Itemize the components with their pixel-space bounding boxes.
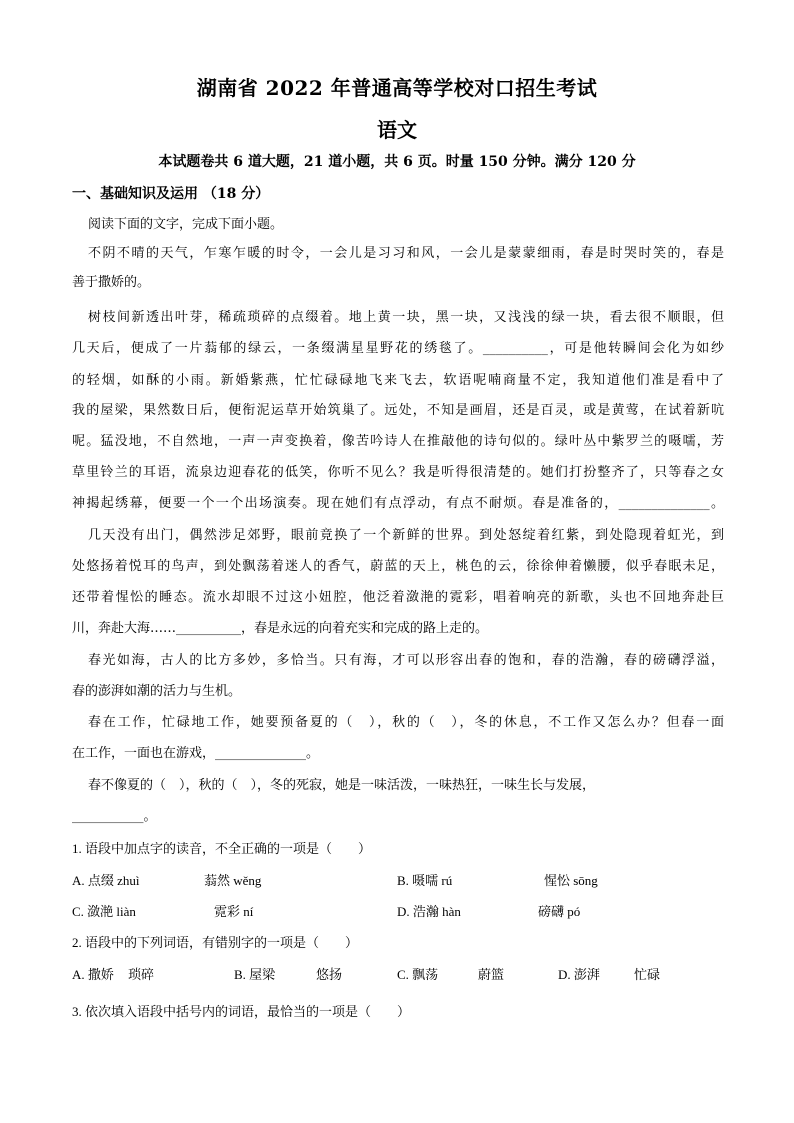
passage-line: 神揭起绣幕，便要一个一个出场演奏。现在她们有点浮动，有点不耐烦。春是准备的，______________。: [72, 496, 724, 511]
question-1-stem: 1. 语段中加点字的读音，不全正确的一项是（ ）: [72, 841, 372, 856]
passage-line: 几天后，便成了一片蓊郁的绿云，一条缀满星星野花的绣毯了。__________，可是他转瞬间会化为如纱: [72, 341, 724, 356]
passage-line: 还带着惺忪的睡态。流水却眼不过这小妞腔，他泛着潋滟的霓彩，唱着响亮的新歌，头也不回地奔赴巨: [72, 590, 724, 605]
q2-option-b[interactable]: B. 屋梁: [234, 967, 276, 982]
passage-line: ___________。: [72, 809, 157, 824]
passage-line: 呢。猛没地，不自然地，一声一声变换着，像苦吟诗人在推敲他的诗句似的。绿叶丛中紫罗兰的嗫嚅，芳: [72, 434, 724, 449]
passage-line: 在工作，一面也在游戏，______________。: [72, 746, 320, 761]
passage-line: 春的澎湃如潮的活力与生机。: [72, 684, 242, 699]
subject-title: 语文: [377, 118, 417, 142]
passage-line: 草里铃兰的耳语，流泉边迎春花的低笑，你听不见么？我是听得很清楚的。她们打扮整齐了，只等春之女: [72, 465, 724, 480]
q1-option-b[interactable]: B. 嗫嚅 rú: [397, 873, 453, 888]
passage-line: 不阴不晴的天气，乍寒乍暖的时令，一会儿是习习和风，一会儿是蒙蒙细雨，春是时哭时笑的，春是: [88, 246, 724, 261]
exam-note: 本试题卷共 6 道大题，21 道小题，共 6 页。时量 150 分钟。满分 120 分: [158, 154, 636, 170]
q2-option-a[interactable]: A. 撒娇: [72, 967, 114, 982]
passage-line: 善于撒娇的。: [72, 275, 151, 290]
passage-line: 春光如海，古人的比方多妙，多恰当。只有海，才可以形容出春的饱和，春的浩瀚，春的磅礴浮溢，: [88, 653, 724, 668]
question-2-stem: 2. 语段中的下列词语，有错别字的一项是（ ）: [72, 935, 359, 950]
q1-option-b-word2: 惺忪 sōng: [544, 873, 598, 888]
q2-option-b-word2: 悠扬: [316, 967, 343, 982]
passage-line: 我的屋梁，果然数日后，便衔泥运草开始筑巢了。远处，不知是画眉，还是百灵，或是黄莺，在试着新吭: [72, 403, 724, 418]
q2-option-d-word2: 忙碌: [634, 967, 661, 982]
passage-line: 处悠扬着悦耳的鸟声，到处飘荡着迷人的香气，蔚蓝的天上，桃色的云，徐徐伸着懒腰，似乎春眠未足，: [72, 559, 724, 574]
passage-line: 的轻烟，如酥的小雨。新婚紫燕，忙忙碌碌地飞来飞去，软语呢喃商量不定，我知道他们准是看中了: [72, 373, 724, 388]
q1-option-c-word2: 霓彩 ní: [214, 904, 254, 919]
passage-line: 春不像夏的（ ），秋的（ ），冬的死寂，她是一味活泼，一味热狂，一味生长与发展，: [88, 778, 596, 793]
section-heading: 一、基础知识及运用 （18 分）: [72, 186, 270, 202]
q2-option-c-word2: 蔚篮: [478, 967, 505, 982]
q1-option-d-word2: 磅礴 pó: [538, 904, 581, 919]
q2-option-c[interactable]: C. 飘荡: [397, 967, 439, 982]
q1-option-d[interactable]: D. 浩瀚 hàn: [397, 904, 461, 919]
passage-line: 川，奔赴大海……__________，春是永远的向着充实和完成的路上走的。: [72, 621, 489, 636]
q1-option-a[interactable]: A. 点缀 zhuì: [72, 873, 140, 888]
passage-line: 几天没有出门，偶然涉足郊野，眼前竟换了一个新鲜的世界。到处怒绽着红紫，到处隐现着虹光，到: [88, 528, 724, 543]
q1-option-c[interactable]: C. 潋滟 liàn: [72, 904, 136, 919]
q2-option-d[interactable]: D. 澎湃: [558, 967, 600, 982]
q2-option-a-word2: 琐碎: [128, 967, 155, 982]
exam-title: 湖南省 2022 年普通高等学校对口招生考试: [196, 76, 598, 100]
passage-line: 树枝间新透出叶芽，稀疏琐碎的点缀着。地上黄一块，黑一块，又浅浅的绿一块，看去很不顺眼，但: [88, 310, 724, 325]
question-3-stem: 3. 依次填入语段中括号内的词语，最恰当的一项是（ ）: [72, 1004, 411, 1019]
instruction: 阅读下面的文字，完成下面小题。: [88, 217, 284, 232]
passage-line: 春在工作，忙碌地工作，她要预备夏的（ ），秋的（ ），冬的休息，不工作又怎么办？但春一面: [88, 715, 724, 730]
q1-option-a-word2: 蓊然 wěng: [204, 873, 262, 888]
